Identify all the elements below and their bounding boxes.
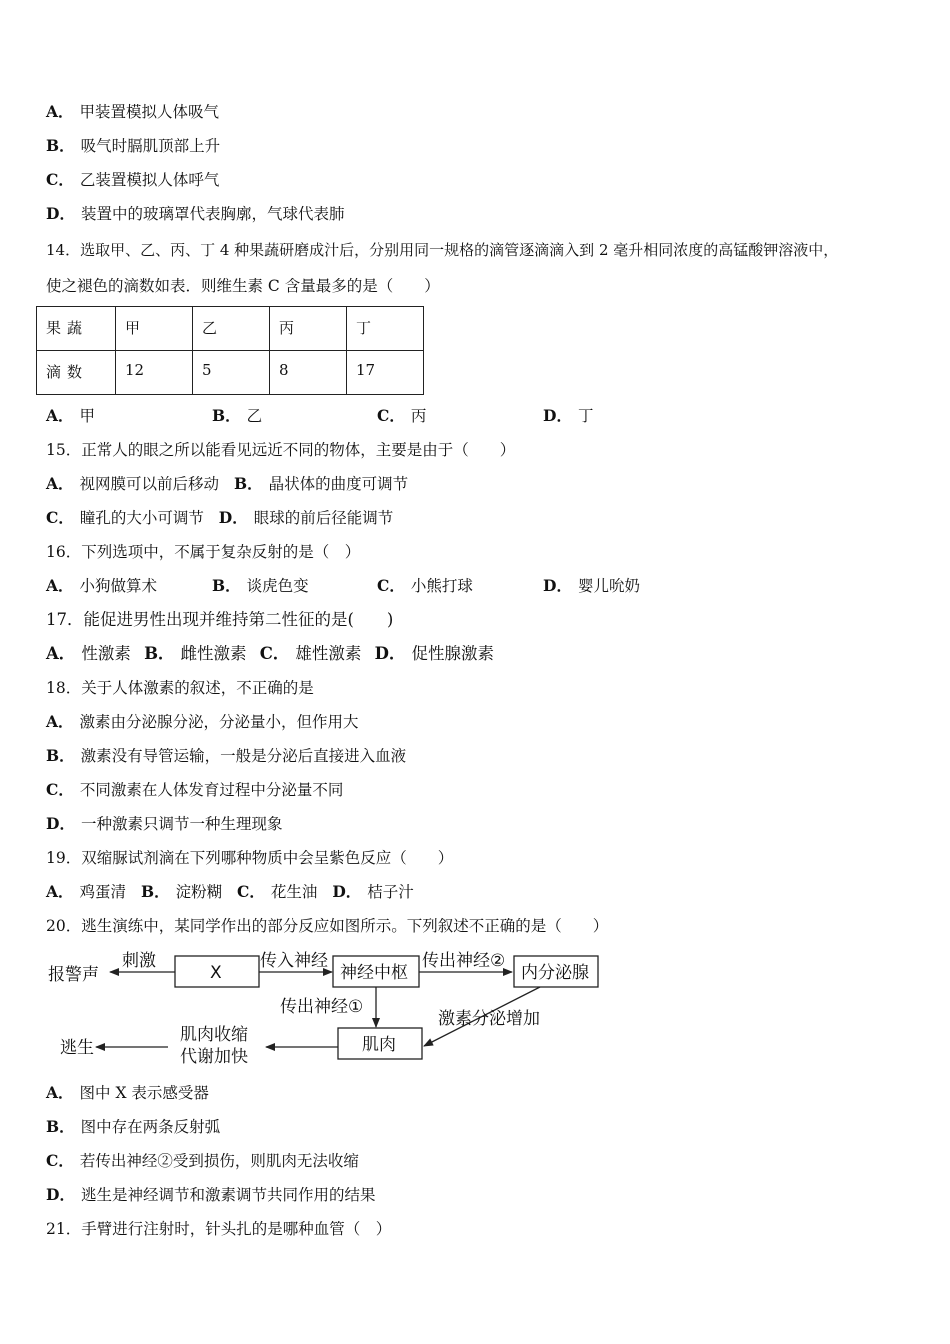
hormone-label: 激素分泌增加 bbox=[438, 1009, 540, 1029]
muscle-label: 肌肉 bbox=[362, 1035, 396, 1055]
table-cell: 5 bbox=[193, 351, 270, 395]
q13-option-a: A． 甲装置模拟人体吸气 bbox=[46, 102, 220, 121]
q20-option-c: C． 若传出神经②受到损伤，则肌肉无法收缩 bbox=[46, 1151, 359, 1170]
q16-option-d: D． 婴儿吮奶 bbox=[543, 576, 640, 595]
q20-option-b: B． 图中存在两条反射弧 bbox=[46, 1117, 221, 1136]
stimulus-label: 刺激 bbox=[122, 951, 156, 971]
q14-table bbox=[36, 306, 424, 395]
q20-option-d: D． 逃生是神经调节和激素调节共同作用的结果 bbox=[46, 1185, 376, 1204]
escape-label: 逃生 bbox=[60, 1038, 94, 1058]
q20-option-a: A． 图中 X 表示感受器 bbox=[46, 1083, 209, 1102]
q17-options: A． 性激素 B． 雌性激素 C． 雄性激素 D． 促性腺激素 bbox=[46, 644, 494, 663]
table-cell: 滴数 bbox=[37, 351, 116, 395]
q14-option-d: D． 丁 bbox=[543, 406, 594, 425]
table-cell: 丁 bbox=[347, 307, 424, 351]
effect-line2: 代谢加快 bbox=[180, 1047, 248, 1067]
alarm-label: 报警声 bbox=[48, 965, 99, 985]
x-label: X bbox=[210, 963, 222, 983]
q15-options-line1: A． 视网膜可以前后移动 B． 晶状体的曲度可调节 bbox=[46, 474, 409, 493]
q18-option-b: B． 激素没有导管运输，一般是分泌后直接进入血液 bbox=[46, 746, 407, 765]
q14-option-c: C． 丙 bbox=[377, 406, 427, 425]
q18-stem: 18．关于人体激素的叙述，不正确的是 bbox=[46, 679, 314, 697]
table-header-row bbox=[37, 307, 424, 351]
effect-line1: 肌肉收缩 bbox=[180, 1025, 248, 1045]
q16-option-a: A． 小狗做算术 bbox=[46, 576, 158, 595]
q18-option-c: C． 不同激素在人体发育过程中分泌量不同 bbox=[46, 780, 344, 799]
q13-option-c: C． 乙装置模拟人体呼气 bbox=[46, 170, 220, 189]
q13-option-d: D． 装置中的玻璃罩代表胸廓，气球代表肺 bbox=[46, 204, 345, 223]
table-row bbox=[37, 351, 424, 395]
table-cell: 12 bbox=[116, 351, 193, 395]
table-cell: 乙 bbox=[193, 307, 270, 351]
table-cell: 8 bbox=[270, 351, 347, 395]
q14-option-b: B． 乙 bbox=[212, 406, 263, 425]
table-cell: 果蔬 bbox=[37, 307, 116, 351]
q14-stem-line2: 使之褪色的滴数如表．则维生素 C 含量最多的是（ ） bbox=[46, 277, 440, 295]
gland-label: 内分泌腺 bbox=[521, 963, 589, 983]
q15-stem: 15．正常人的眼之所以能看见远近不同的物体，主要是由于（ ） bbox=[46, 441, 516, 459]
q17-stem: 17．能促进男性出现并维持第二性征的是( ) bbox=[46, 610, 394, 629]
q16-option-c: C． 小熊打球 bbox=[377, 576, 473, 595]
afferent-label: 传入神经 bbox=[260, 951, 328, 971]
q18-option-a: A． 激素由分泌腺分泌，分泌量小，但作用大 bbox=[46, 712, 359, 731]
table-cell: 丙 bbox=[270, 307, 347, 351]
q19-options: A． 鸡蛋清 B． 淀粉糊 C． 花生油 D． 桔子汁 bbox=[46, 882, 414, 901]
q16-option-b: B． 谈虎色变 bbox=[212, 576, 309, 595]
q19-stem: 19．双缩脲试剂滴在下列哪种物质中会呈紫色反应（ ） bbox=[46, 849, 454, 867]
q18-option-d: D． 一种激素只调节一种生理现象 bbox=[46, 814, 283, 833]
table-cell: 甲 bbox=[116, 307, 193, 351]
efferent2-label: 传出神经② bbox=[422, 951, 506, 971]
efferent1-label: 传出神经① bbox=[280, 997, 364, 1017]
reflex-diagram bbox=[40, 944, 620, 1074]
table-cell: 17 bbox=[347, 351, 424, 395]
center-label: 神经中枢 bbox=[340, 963, 408, 983]
q14-stem-line1: 14．选取甲、乙、丙、丁 4 种果蔬研磨成汁后，分别用同一规格的滴管逐滴滴入到 2 毫升相同浓度的高锰酸钾溶液中， bbox=[46, 241, 839, 259]
q21-stem: 21．手臂进行注射时，针头扎的是哪种血管（ ） bbox=[46, 1220, 392, 1238]
q13-option-b: B． 吸气时膈肌顶部上升 bbox=[46, 136, 221, 155]
q16-stem: 16．下列选项中，不属于复杂反射的是（ ） bbox=[46, 543, 361, 561]
q20-stem: 20．逃生演练中，某同学作出的部分反应如图所示。下列叙述不正确的是（ ） bbox=[46, 917, 609, 935]
q15-options-line2: C． 瞳孔的大小可调节 D． 眼球的前后径能调节 bbox=[46, 508, 394, 527]
q14-option-a: A． 甲 bbox=[46, 406, 96, 425]
